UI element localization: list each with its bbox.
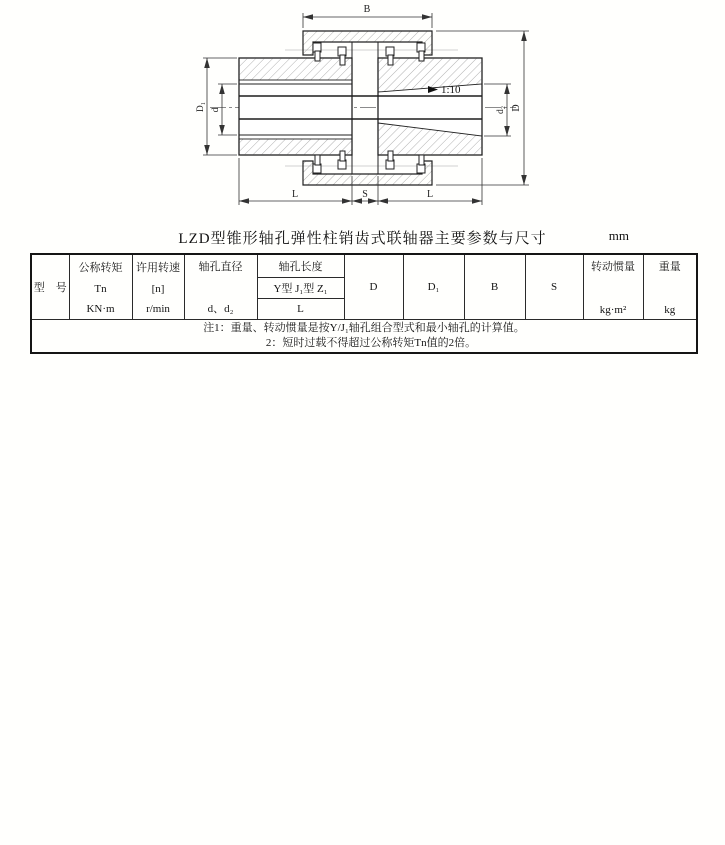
header-D1: D₁ [403,254,464,320]
page-title: LZD型锥形轴孔弹性柱销齿式联轴器主要参数与尺寸 [178,231,547,247]
header-torque [69,254,132,320]
header-speed-line3: r/min [146,303,170,315]
sleeve-web-lines [352,42,378,174]
header-weight [643,254,697,320]
coupling-section-drawing [0,0,725,218]
table-header [31,254,697,320]
unit-label: mm [608,228,629,243]
header-speed-line1: 许用转速 [136,262,180,274]
header-D: D [344,254,403,320]
header-bore-diameter-line1: 轴孔直径 [198,261,243,273]
header-inertia [583,254,643,320]
header-torque-line2: Tn [94,283,107,295]
header-bore-diameter-line2: d、d₂ [207,303,234,315]
table-footer [31,320,697,354]
coupling-drawing-svg [0,0,725,218]
header-bore-diameter [184,254,257,320]
dim-label-d2: d₂ [496,105,506,115]
dim-label-l-left: L [291,189,299,200]
parameters-table [30,253,698,354]
sleeve-top-section [303,31,432,55]
dim-label-l-right: L [426,189,434,200]
header-weight-line2: kg [664,304,676,316]
header-bore-length-L: L [257,299,344,320]
note-line-2: 2：短时过载不得超过公称转矩Tn值的2倍。 [265,337,477,349]
dim-label-d-bore: d [211,107,221,113]
header-speed-line2: [n] [151,283,165,295]
taper-label: 1:10 [441,84,461,96]
header-weight-line1: 重量 [658,261,681,273]
dim-label-b: B [363,4,371,15]
title-row [0,227,725,249]
left-hub-section [239,58,352,155]
note-line-1: 注1：重量、转动惯量是按Y/J₁轴孔组合型式和最小轴孔的计算值。 [203,322,525,334]
header-torque-line1: 公称转矩 [78,262,123,274]
dim-B [303,13,432,28]
header-model: 型 号 [31,254,69,320]
notes-cell [31,320,697,354]
dim-label-d1: D₁ [196,101,206,113]
header-inertia-line1: 转动惯量 [591,261,635,273]
right-hub-section [378,58,482,155]
header-S: S [525,254,583,320]
dim-label-s: S [362,189,368,200]
sleeve-bottom-section [303,161,432,185]
header-bore-length-types: Y型 J₁型 Z₁ [257,278,344,299]
header-torque-line3: KN·m [86,303,115,315]
dim-label-d-outer: D [511,104,522,112]
dim-D1 [203,58,237,155]
header-speed [132,254,184,320]
header-inertia-line2: kg·m² [599,304,627,316]
header-B: B [464,254,525,320]
header-bore-length: 轴孔长度 [257,254,344,278]
